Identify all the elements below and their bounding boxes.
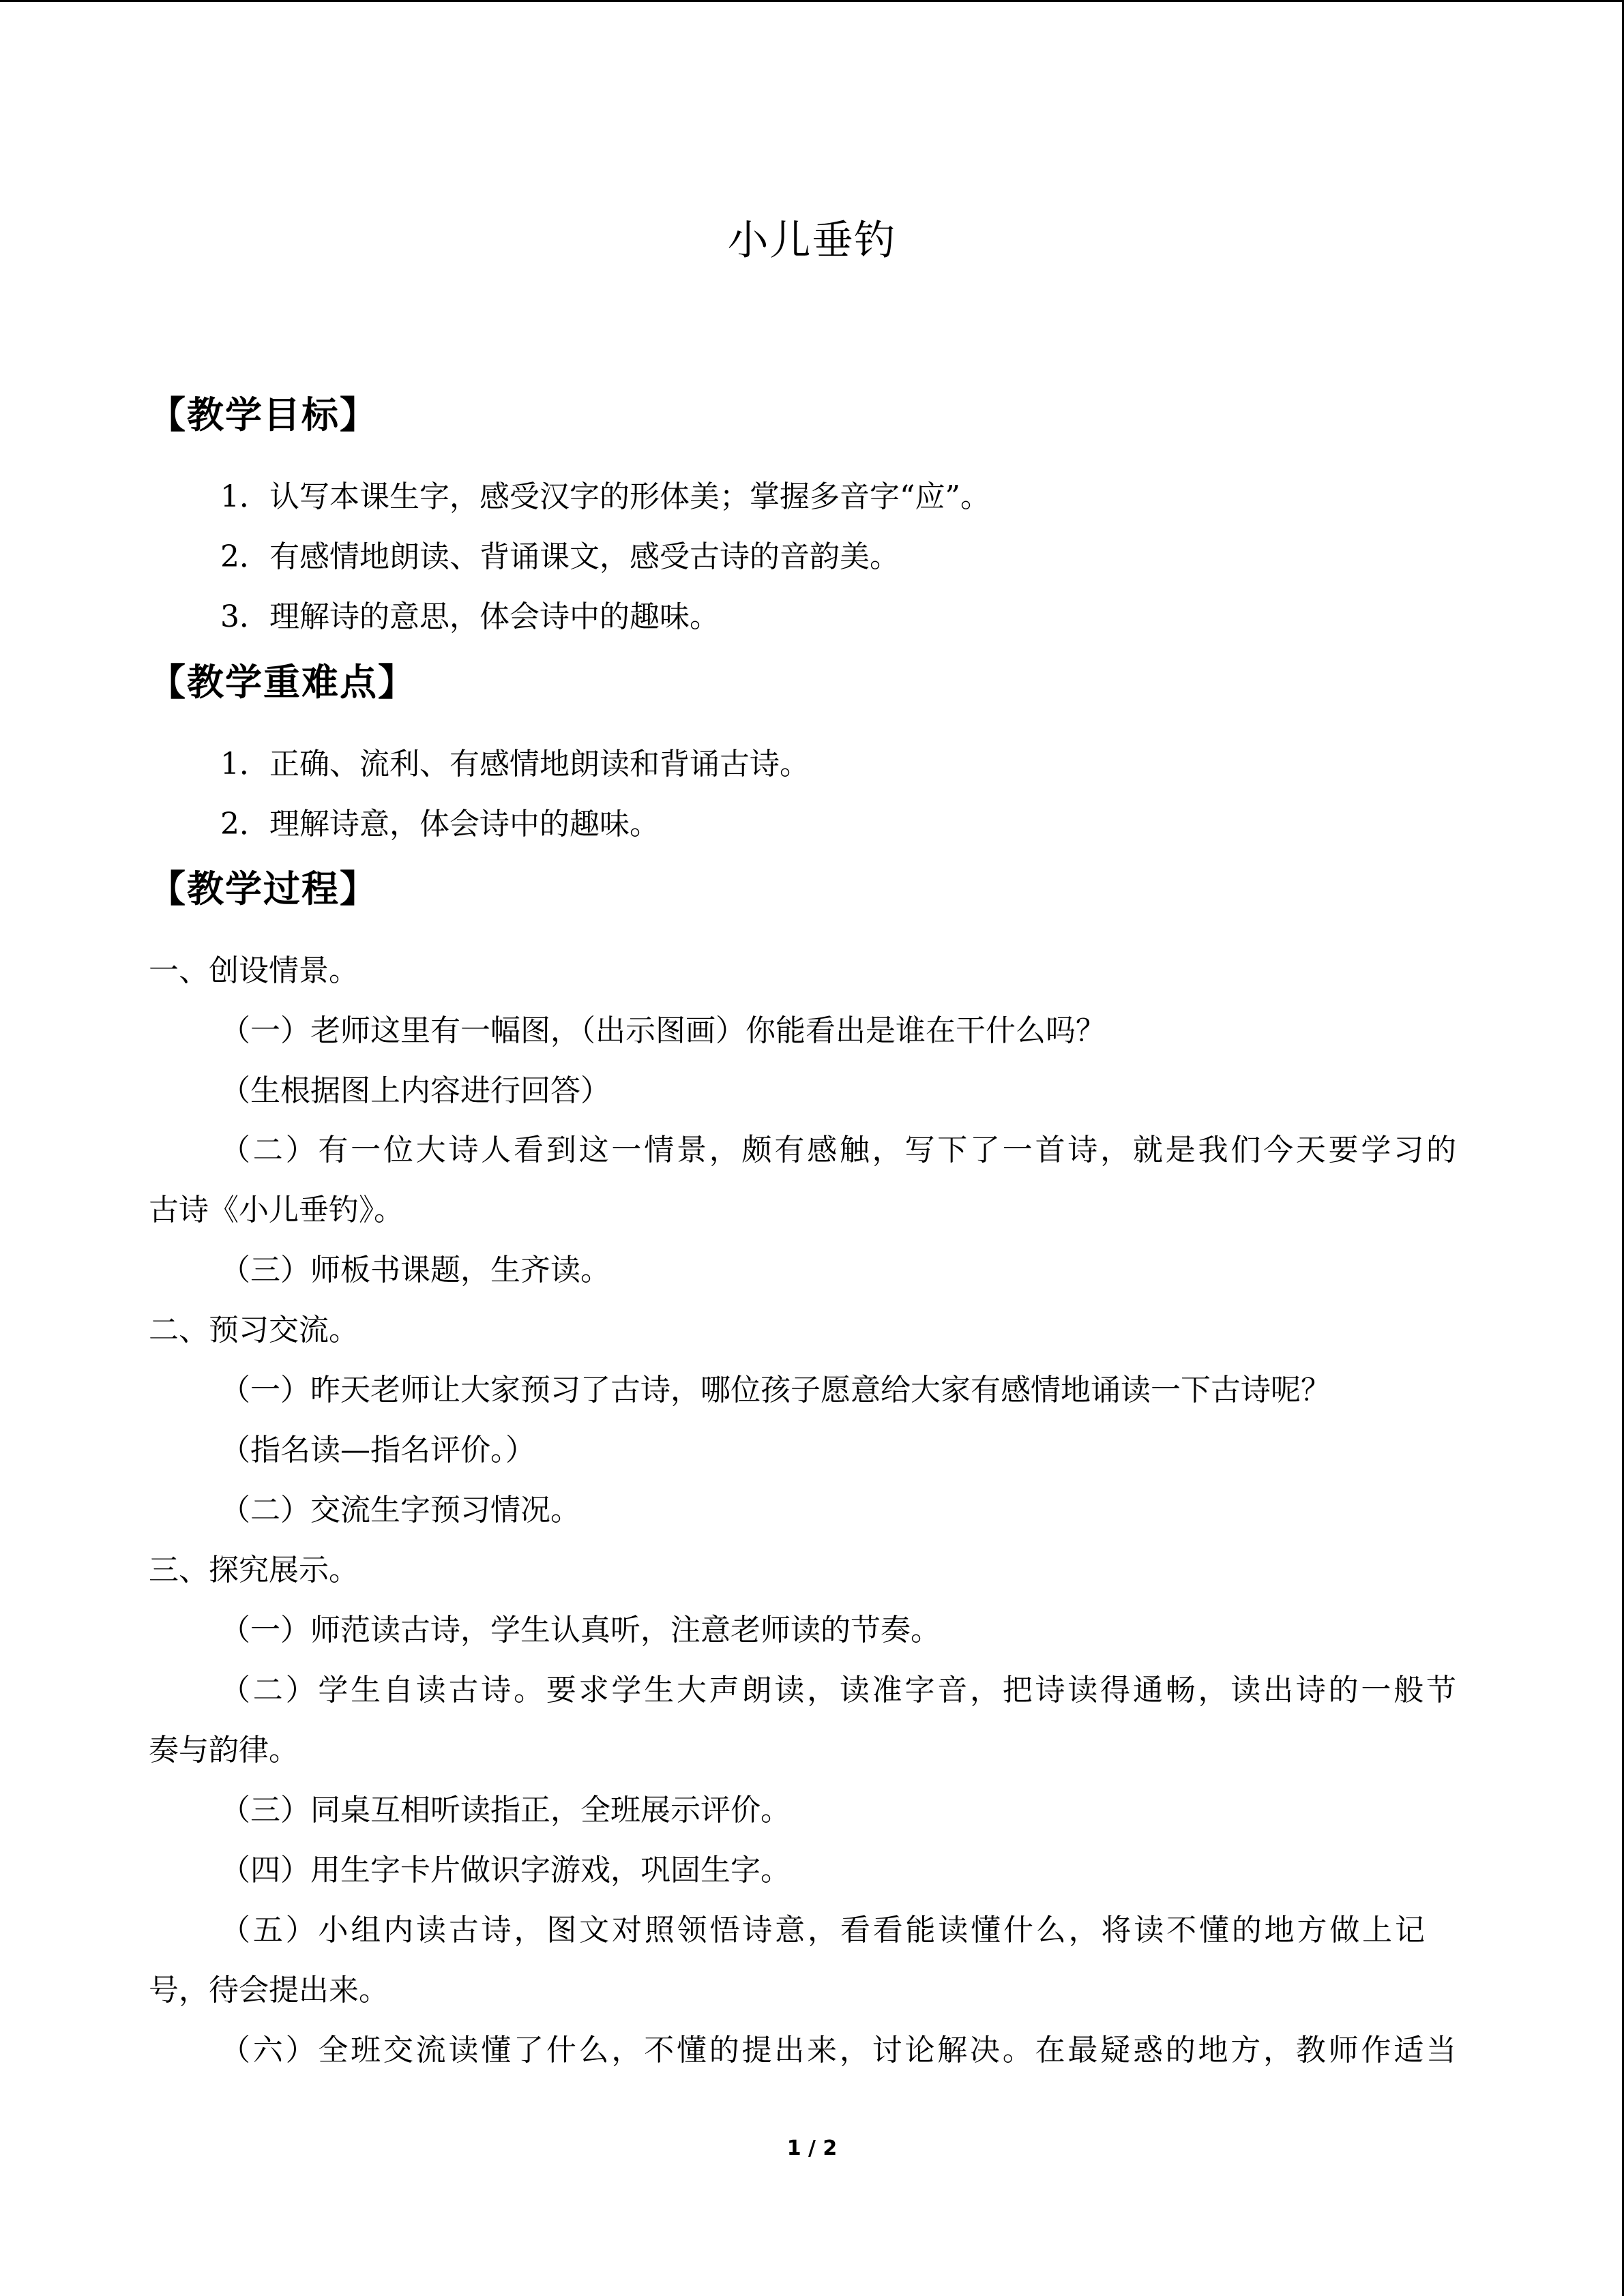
process-line: （六）全班交流读懂了什么，不懂的提出来，讨论解决。在最疑惑的地方，教师作适当 bbox=[220, 2033, 1456, 2068]
process-line: （指名读—指名评价。） bbox=[220, 1433, 535, 1467]
goal-item: 3．理解诗的意思，体会诗中的趣味。 bbox=[220, 599, 720, 634]
process-line: 古诗《小儿垂钓》。 bbox=[149, 1193, 404, 1227]
process-line: （一）老师这里有一幅图，（出示图画）你能看出是谁在干什么吗？ bbox=[220, 1013, 1106, 1048]
process-line: （生根据图上内容进行回答） bbox=[220, 1073, 610, 1108]
keypoint-item: 2．理解诗意，体会诗中的趣味。 bbox=[220, 807, 660, 841]
section-heading-keypoints: 【教学重难点】 bbox=[149, 661, 416, 704]
process-line: 二、预习交流。 bbox=[149, 1313, 359, 1347]
process-line: 奏与韵律。 bbox=[149, 1733, 299, 1768]
process-line: （二）交流生字预习情况。 bbox=[220, 1493, 580, 1527]
process-line: 三、探究展示。 bbox=[149, 1553, 359, 1587]
section-heading-process: 【教学过程】 bbox=[149, 867, 378, 910]
page-title: 小儿垂钓 bbox=[727, 217, 897, 265]
goal-item: 1．认写本课生字，感受汉字的形体美；掌握多音字“应”。 bbox=[220, 479, 990, 514]
process-line: （五）小组内读古诗，图文对照领悟诗意，看看能读懂什么，将读不懂的地方做上记 bbox=[220, 1913, 1425, 1948]
section-heading-goals: 【教学目标】 bbox=[149, 393, 378, 436]
process-line: （三）同桌互相听读指正，全班展示评价。 bbox=[220, 1793, 791, 1828]
process-line: （一）师范读古诗，学生认真听，注意老师读的节奏。 bbox=[220, 1613, 941, 1648]
process-line: 号，待会提出来。 bbox=[149, 1973, 389, 2008]
process-line: （二）学生自读古诗。要求学生大声朗读，读准字音，把诗读得通畅，读出诗的一般节 bbox=[220, 1673, 1456, 1708]
process-line: （二）有一位大诗人看到这一情景，颇有感触，写下了一首诗，就是我们今天要学习的 bbox=[220, 1133, 1456, 1167]
page-number: 1 / 2 bbox=[786, 2136, 838, 2160]
process-line: 一、创设情景。 bbox=[149, 953, 359, 988]
keypoint-item: 1．正确、流利、有感情地朗读和背诵古诗。 bbox=[220, 747, 810, 781]
process-line: （四）用生字卡片做识字游戏，巩固生字。 bbox=[220, 1853, 791, 1888]
goal-item: 2．有感情地朗读、背诵课文，感受古诗的音韵美。 bbox=[220, 539, 900, 574]
process-line: （一）昨天老师让大家预习了古诗，哪位孩子愿意给大家有感情地诵读一下古诗呢？ bbox=[220, 1373, 1331, 1407]
process-line: （三）师板书课题，生齐读。 bbox=[220, 1253, 610, 1287]
